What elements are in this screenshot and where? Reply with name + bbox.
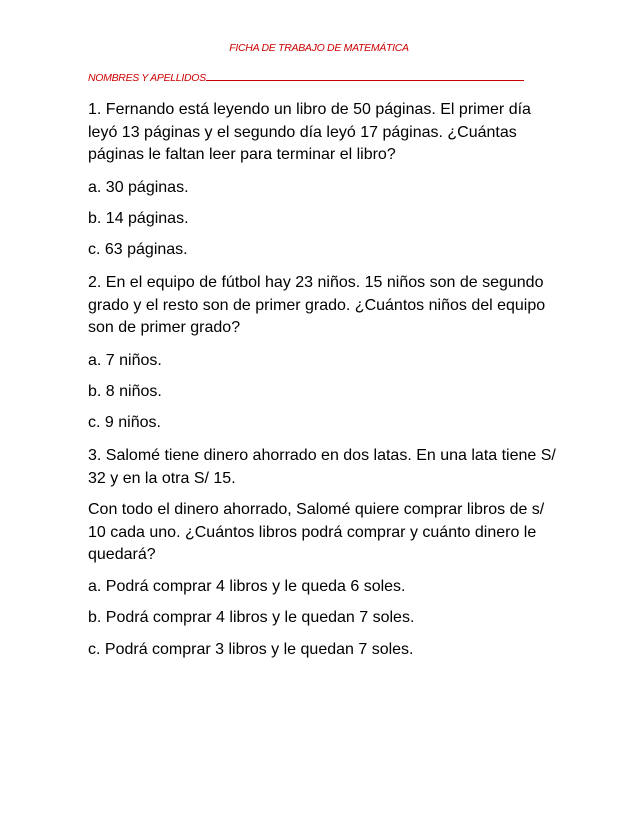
question-1-option-c: c. 63 páginas. — [88, 241, 188, 258]
question-2-option-c: c. 9 niños. — [88, 414, 161, 431]
question-3-option-b: b. Podrá comprar 4 libros y le quedan 7 soles. — [88, 609, 415, 626]
question-1-text: 1. Fernando está leyendo un libro de 50 páginas. El primer día leyó 13 páginas y el segundo día leyó 17 páginas. ¿Cuántas páginas le faltan leer para terminar el libro? — [88, 101, 531, 163]
question-3-option-c: c. Podrá comprar 3 libros y le quedan 7 soles. — [88, 641, 414, 658]
question-3-text: 3. Salomé tiene dinero ahorrado en dos latas. En una lata tiene S/ 32 y en la otra S/ 15. — [88, 447, 556, 487]
names-field[interactable] — [88, 71, 538, 84]
question-2-text: 2. En el equipo de fútbol hay 23 niños. 15 niños son de segundo grado y el resto son de primer grado. ¿Cuántos niños del equipo son de primer grado? — [88, 274, 546, 336]
names-label: NOMBRES Y APELLIDOS — [88, 72, 206, 84]
question-1-option-b: b. 14 páginas. — [88, 210, 189, 227]
question-3-text-continued: Con todo el dinero ahorrado, Salomé quiere comprar libros de s/ 10 cada uno. ¿Cuántos libros podrá comprar y cuánto dinero le quedará? — [88, 501, 545, 563]
question-2-option-b: b. 8 niños. — [88, 383, 162, 400]
names-blank-line[interactable] — [206, 71, 524, 81]
worksheet-title: FICHA DE TRABAJO DE MATEMÁTICA — [229, 42, 409, 54]
question-3-option-a: a. Podrá comprar 4 libros y le queda 6 soles. — [88, 578, 406, 595]
question-1-option-a: a. 30 páginas. — [88, 179, 189, 196]
question-2-option-a: a. 7 niños. — [88, 352, 162, 369]
